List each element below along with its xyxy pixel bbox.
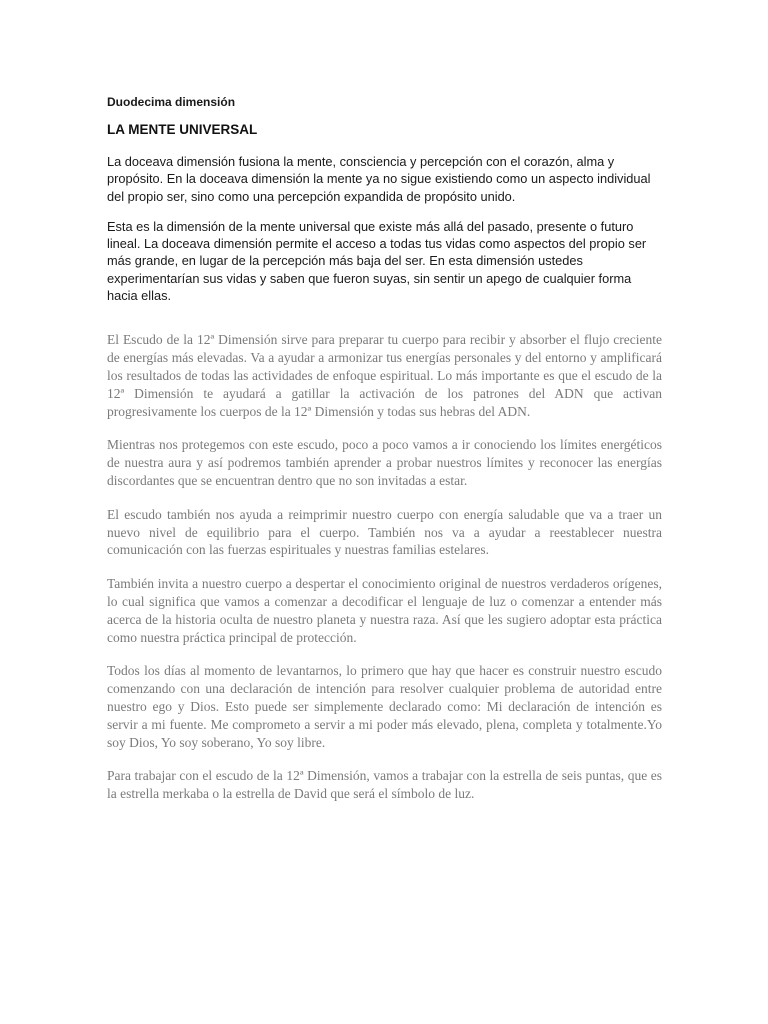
document-subtitle: Duodecima dimensión: [107, 95, 236, 109]
body-paragraph: El Escudo de la 12ª Dimensión sirve para preparar tu cuerpo para recibir y absorber el flujo creciente de energías más elevadas. Va a ayudar a armonizar tus energías personales y del entorno y amplificará los resultados de todas las actividades de enfoque espiritual. Lo más importante es que el escudo de la 12ª Dimensión te ayudará a gatillar la activación de los patrones del ADN que activan progresivamente los cuerpos de la 12ª Dimensión y todas sus hebras del ADN.: [107, 332, 662, 419]
intro-paragraph: Esta es la dimensión de la mente universal que existe más allá del pasado, presente o futuro lineal. La doceava dimensión permite el acceso a todas tus vidas como aspectos del propio ser más grande, en lugar de la percepción más baja del ser. En esta dimensión ustedes experimentarían sus vidas y saben que fueron suyas, sin sentir un apego de cualquier forma hacia ellas.: [107, 218, 647, 304]
document-title: LA MENTE UNIVERSAL: [107, 122, 258, 137]
body-paragraph: Mientras nos protegemos con este escudo, poco a poco vamos a ir conociendo los límites energéticos de nuestra aura y así podremos también aprender a probar nuestros límites y reconocer las energías discordantes que se encuentran dentro que no son invitadas a estar.: [107, 437, 662, 488]
intro-paragraph: La doceava dimensión fusiona la mente, consciencia y percepción con el corazón, alma y propósito. En la doceava dimensión la mente ya no sigue existiendo como un aspecto individual del propio ser, sino como una percepción expandida de propósito unido.: [107, 154, 651, 204]
body-paragraph: Para trabajar con el escudo de la 12ª Dimensión, vamos a trabajar con la estrella de seis puntas, que es la estrella merkaba o la estrella de David que será el símbolo de luz.: [107, 768, 662, 802]
body-paragraph: También invita a nuestro cuerpo a despertar el conocimiento original de nuestros verdaderos orígenes, lo cual significa que vamos a comenzar a decodificar el lenguaje de luz o comenzar a entender más acerca de la historia oculta de nuestro planeta y nuestra raza. Así que les sugiero adoptar esta práctica como nuestra práctica principal de protección.: [107, 576, 662, 645]
body-paragraph: Todos los días al momento de levantarnos, lo primero que hay que hacer es construir nuestro escudo comenzando con una declaración de intención para resolver cualquier problema de autoridad entre nuestro ego y Dios. Esto puede ser simplemente declarado como: Mi declaración de intención es servir a mi fuente. Me comprometo a servir a mi poder más elevado, plena, completa y totalmente.Yo soy Dios, Yo soy soberano, Yo soy libre.: [107, 663, 662, 750]
body-paragraph: El escudo también nos ayuda a reimprimir nuestro cuerpo con energía saludable que va a traer un nuevo nivel de equilibrio para el cuerpo. También nos va a ayudar a reestablecer nuestra comunicación con las fuerzas espirituales y nuestras familias estelares.: [107, 506, 662, 558]
